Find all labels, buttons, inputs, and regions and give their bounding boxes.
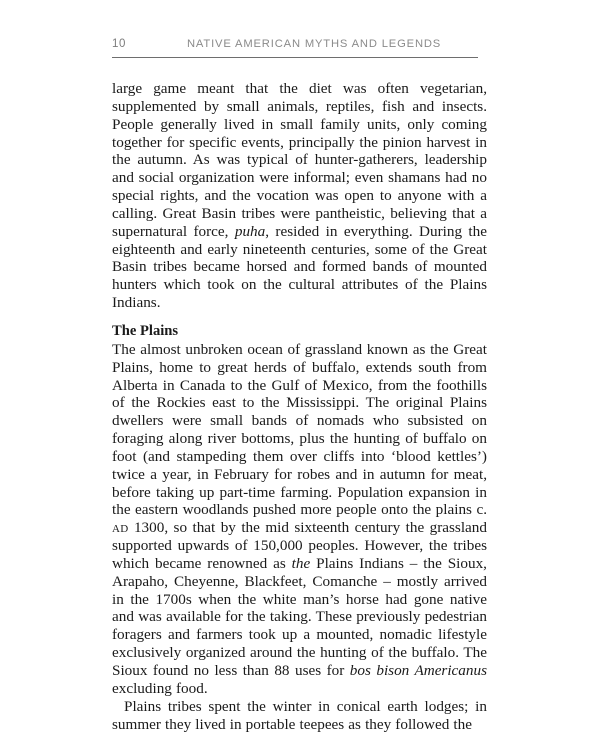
paragraph-text-segment: 1300, so that by the mid sixteenth century the grassland supported upwards of 150,000 peoples. However, the tribes which became renowned as — [112, 519, 487, 572]
italic-word-the: the — [291, 554, 311, 572]
running-head-title: NATIVE AMERICAN MYTHS AND LEGENDS — [187, 38, 442, 50]
paragraph-text-segment: large game meant that the diet was often vegetarian, supplemented by small animals, reptiles, fish and insects. People generally lived in small family units, only coming together for specific events, principally the pinion harvest in the autumn. As was typical of hunter-gatherers, leadership and social organization were informal; even shamans had no special rights, and the vocation was open to anyone with a calling. Great Basin tribes were pantheistic, believing that a supernatural force, — [112, 80, 487, 240]
italic-term-bos-bison-americanus: bos bison Americanus — [349, 662, 487, 679]
paragraph-text-segment: , resided in everything. During the eighteenth and early nineteenth centuries, some of the Great Basin tribes became horsed and formed bands of mounted hunters which took on the cultural attributes of the Plains Indians. — [112, 222, 487, 312]
paragraph-the-plains — [112, 341, 487, 698]
page-number: 10 — [112, 38, 126, 50]
italic-term-puha: puha — [234, 222, 266, 240]
paragraph-text-segment: excluding food. — [112, 679, 208, 697]
header-rule-divider — [112, 57, 478, 58]
paragraph-great-basin — [112, 80, 487, 312]
smallcaps-ad: ad — [112, 519, 129, 537]
paragraph-text-segment: Plains Indians – the Sioux, Arapaho, Cheyenne, Blackfeet, Comanche – mostly arrived in the 1700s when the white man’s horse had gone native and was available for the taking. These previously pedestrian foragers and farmers took up a mounted, nomadic lifestyle exclusively organized around the hunting of the buffalo. The Sioux found no less than 88 uses for — [112, 554, 487, 679]
paragraph-plains-tribes-winter: Plains tribes spent the winter in conical earth lodges; in summer they lived in portable teepees as they followed the — [112, 697, 487, 733]
text-column — [112, 80, 487, 733]
section-heading-the-plains: The Plains — [112, 322, 179, 339]
running-head — [112, 36, 478, 54]
paragraph-spacer — [112, 312, 487, 323]
paragraph-text-segment: The almost unbroken ocean of grassland known as the Great Plains, home to great herds of buffalo, extends south from Alberta in Canada to the Gulf of Mexico, from the foothills of the Rockies east to the Mississippi. The original Plains dwellers were small bands of nomads who subsisted on foraging along river bottoms, plus the hunting of buffalo on foot (and stampeding them over cliffs into ‘blood kettles’) twice a year, in February for robes and in autumn for meat, before taking up part-time farming. Population expansion in the eastern woodlands pushed more people onto the plains c. — [112, 340, 487, 519]
